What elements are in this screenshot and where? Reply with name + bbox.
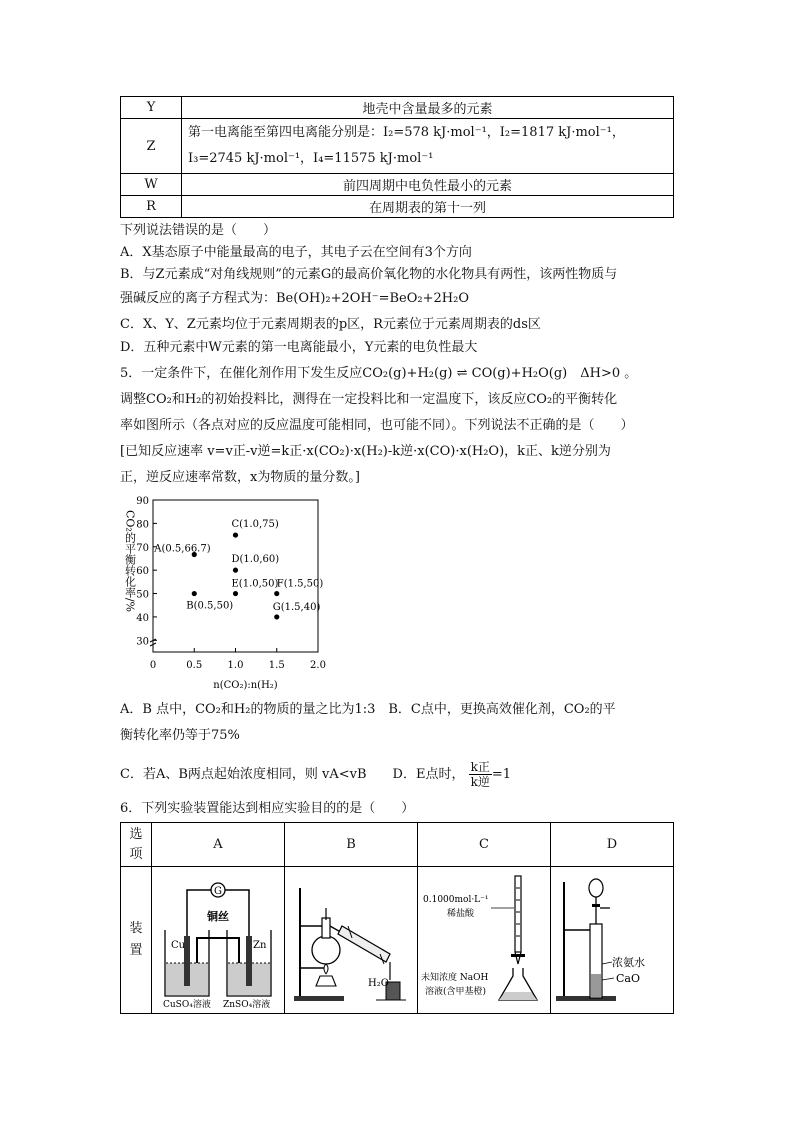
data-point <box>192 591 197 596</box>
y-tick-label: 90 <box>136 496 149 507</box>
q5-line5: 正，逆反应速率常数，x为物质的量分数。] <box>120 470 360 485</box>
galvanic-cell-icon <box>153 868 283 1008</box>
right-electrode: Zn <box>253 940 267 951</box>
table-row <box>121 119 674 174</box>
acid-name: 稀盐酸 <box>447 909 475 919</box>
x-tick-label: 0 <box>149 660 157 671</box>
chart-ylabel: CO₂的平衡转化率/% <box>123 510 137 613</box>
row-desc: 地壳中含量最多的元素 <box>182 97 674 119</box>
data-label: D(1.0,60) <box>231 554 280 566</box>
data-label: F(1.5,50) <box>276 578 324 590</box>
solution-right: ZnSO₄溶液 <box>223 1000 271 1008</box>
q5-line4: [已知反应速率 v=v正-v逆=k正·x(CO₂)·x(H₂)-k逆·x(CO)·x(H₂O)，k正、k逆分别为 <box>120 444 611 459</box>
ammonia-gas-icon <box>552 868 672 1008</box>
fraction <box>469 760 492 789</box>
apparatus-c <box>418 867 551 1014</box>
header-c: C <box>418 823 551 867</box>
row-key: W <box>121 174 182 196</box>
q4-option-c: C．X、Y、Z元素均位于元素周期表的p区，R元素位于元素周期表的ds区 <box>120 317 541 332</box>
q4-option-b-line1: B．与Z元素成“对角线规则”的元素G的最高价氧化物的水化物具有两性，该两性物质与 <box>120 267 618 282</box>
q4-stem: 下列说法错误的是（ ） <box>120 223 277 238</box>
q5-line1: 5．一定条件下，在催化剂作用下发生反应CO₂(g)+H₂(g) ⇌ CO(g)+H₂O(g) ΔH>0 。 <box>120 366 638 381</box>
header-d: D <box>551 823 674 867</box>
q5-option-c-text: C．若A、B两点起始浓度相同，则 vA<vB D．E点时， <box>120 767 465 782</box>
data-label: B(0.5,50) <box>186 600 234 612</box>
q5-option-b-line2: 衡转化率仍等于75% <box>120 728 240 743</box>
data-point <box>274 591 279 596</box>
cao-label: CaO <box>616 972 640 985</box>
row-label: 装 置 <box>121 867 152 1014</box>
fraction-tail: =1 <box>491 767 512 782</box>
table-row <box>121 867 674 1014</box>
x-tick-label: 1.5 <box>268 660 285 671</box>
chart-xlabel: n(CO₂):n(H₂) <box>213 680 278 691</box>
y-tick-label: 70 <box>136 542 149 554</box>
table-row <box>121 174 674 196</box>
q5-line2: 调整CO₂和H₂的初始投料比，测得在一定投料比和一定温度下，该反应CO₂的平衡转化 <box>120 392 618 407</box>
q5-line3: 率如图所示（各点对应的反应温度可能相同，也可能不同）。下列说法不正确的是（ ） <box>120 418 634 433</box>
data-label: G(1.5,40) <box>272 601 321 613</box>
row-desc-line2: I₃=2745 kJ·mol⁻¹，I₄=11575 kJ·mol⁻¹ <box>188 151 434 166</box>
element-table <box>120 96 674 218</box>
header-b: B <box>285 823 418 867</box>
apparatus-b <box>285 867 418 1014</box>
data-label: C(1.0,75) <box>231 519 279 531</box>
water-label: H₂O <box>368 978 389 989</box>
x-tick-label: 2.0 <box>310 660 326 671</box>
y-tick-label: 40 <box>136 612 149 624</box>
fraction-denominator: k逆 <box>470 775 490 789</box>
row-key: R <box>121 196 182 218</box>
row-key: Z <box>121 119 182 174</box>
data-point <box>233 532 238 537</box>
apparatus-table <box>120 822 674 1014</box>
apparatus-a <box>152 867 285 1014</box>
acid-concentration: 0.1000mol·L⁻¹ <box>423 895 489 905</box>
header-option: 选 项 <box>121 823 152 867</box>
y-tick-label: 50 <box>136 589 149 601</box>
x-tick-label: 1.0 <box>227 660 244 671</box>
base-indicator: 溶液(含甲基橙) <box>425 987 487 997</box>
x-tick-label: 0.5 <box>186 660 203 671</box>
distillation-icon <box>286 868 416 1008</box>
y-tick-label: 30 <box>136 636 149 648</box>
data-point <box>274 614 279 619</box>
q4-option-d: D．五种元素中W元素的第一电离能最小，Y元素的电负性最大 <box>120 340 478 355</box>
conversion-chart <box>118 490 348 695</box>
meter-label: G <box>214 886 222 897</box>
row-desc: 在周期表的第十一列 <box>182 196 674 218</box>
q5-option-c-d <box>120 760 511 789</box>
table-header-row <box>121 823 674 867</box>
fraction-numerator: k正 <box>470 760 490 774</box>
y-tick-label: 60 <box>136 566 149 578</box>
q4-option-b-line2: 强碱反应的离子方程式为：Be(OH)₂+2OH⁻=BeO₂+2H₂O <box>120 291 469 306</box>
row-key: Y <box>121 97 182 119</box>
data-point <box>233 591 238 596</box>
q6-stem: 6．下列实验装置能达到相应实验目的的是（ ） <box>120 801 415 816</box>
titration-icon <box>419 868 549 1008</box>
left-electrode: Cu <box>171 940 186 951</box>
wire-label: 铜丝 <box>207 910 229 923</box>
data-point <box>233 568 238 573</box>
row-desc: 前四周期中电负性最小的元素 <box>182 174 674 196</box>
data-label: A(0.5,66.7) <box>154 543 211 555</box>
header-a: A <box>152 823 285 867</box>
table-row <box>121 196 674 218</box>
y-tick-label: 80 <box>136 519 149 531</box>
q5-option-a-b-line1: A．B 点中，CO₂和H₂的物质的量之比为1:3 B．C点中，更换高效催化剂，CO₂的平 <box>120 702 616 717</box>
base-label: 未知浓度 NaOH <box>421 973 489 983</box>
table-row <box>121 97 674 119</box>
row-desc-line1: 第一电离能至第四电离能分别是：I₂=578 kJ·mol⁻¹，I₂=1817 kJ·mol⁻¹， <box>188 125 625 140</box>
q4-option-a: A．X基态原子中能量最高的电子，其电子云在空间有3个方向 <box>120 245 472 260</box>
data-label: E(1.0,50) <box>231 578 279 590</box>
solution-left: CuSO₄溶液 <box>163 1000 211 1008</box>
apparatus-d <box>551 867 674 1014</box>
ammonia-label: 浓氨水 <box>612 956 645 969</box>
